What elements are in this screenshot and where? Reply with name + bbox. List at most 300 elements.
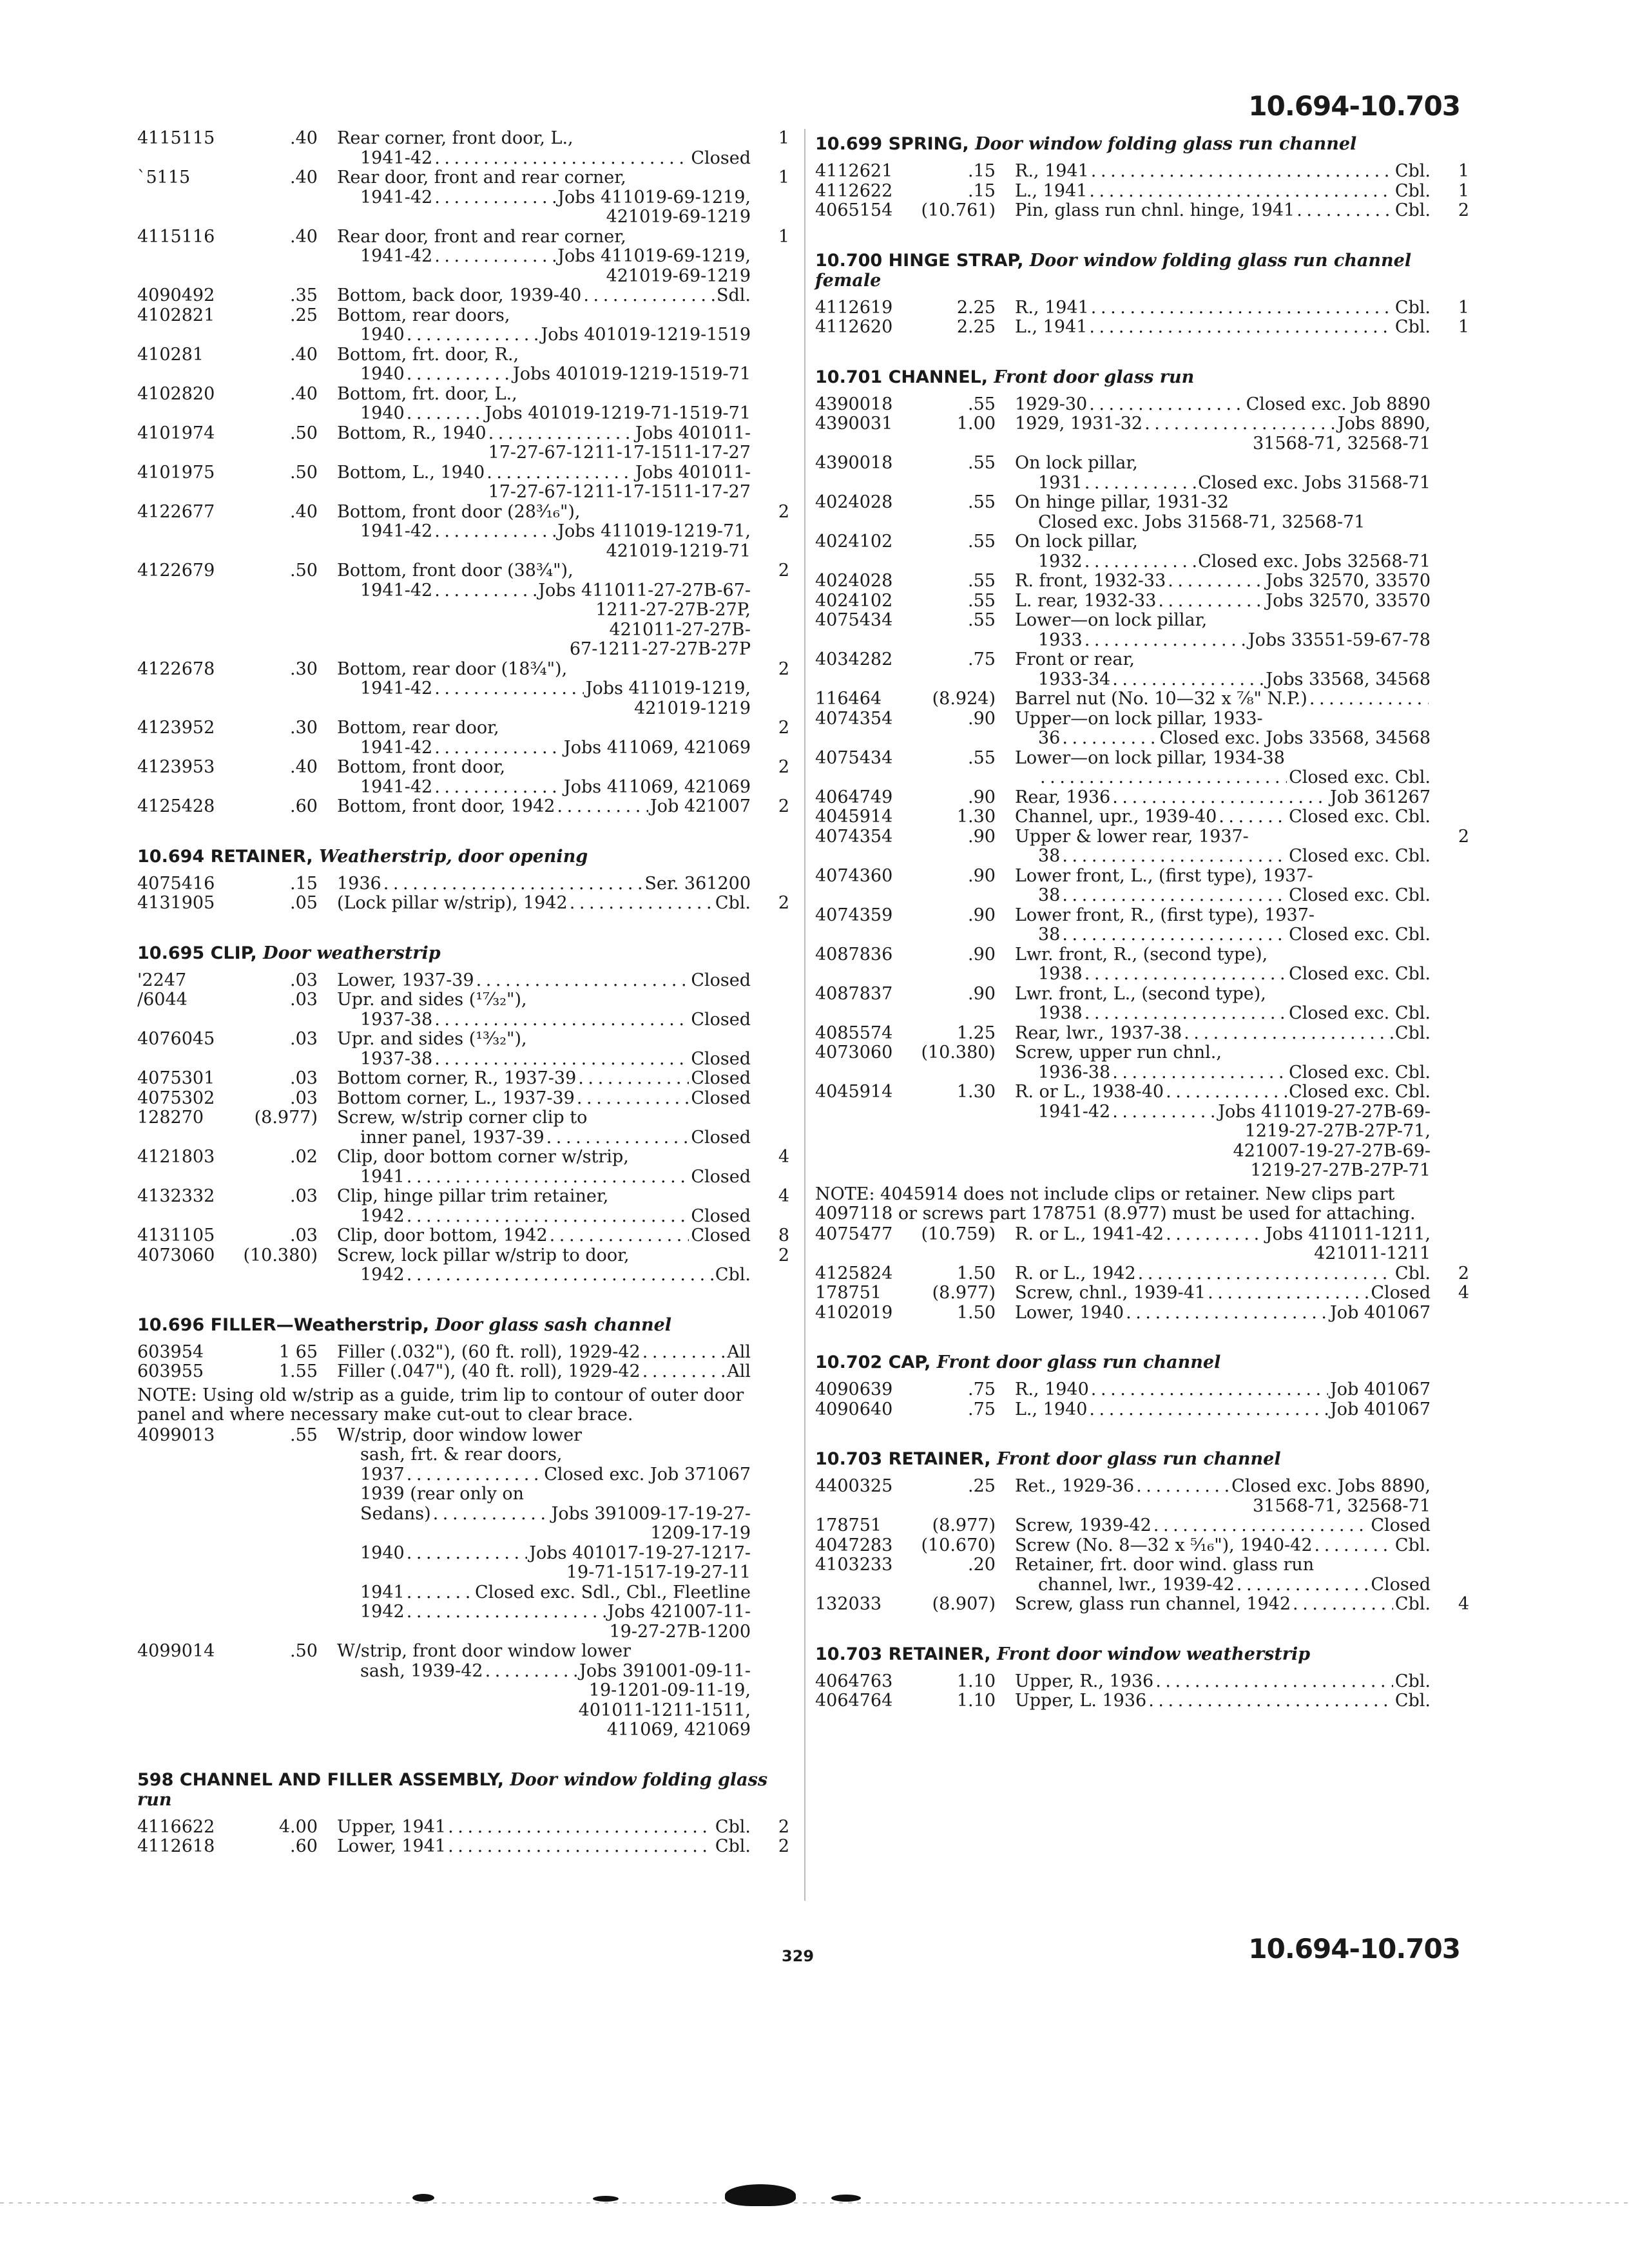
description-text: Lwr. front, L., (second type), [1015, 983, 1266, 1004]
part-price: .90 [968, 983, 996, 1004]
description-line [1015, 395, 1431, 415]
description-text: R. front, 1932-33 [1015, 571, 1166, 591]
dot-leader [1112, 670, 1264, 690]
description-text: Bottom, frt. door, L., [337, 383, 517, 404]
dot-leader [434, 188, 555, 208]
description-continuation: 421019-1219 [634, 698, 751, 718]
section-group: 10.701 CHANNEL, [815, 367, 988, 387]
description-line [1015, 1102, 1431, 1122]
description-line [1015, 1575, 1431, 1595]
application-text: Closed exc. Cbl. [1289, 1062, 1431, 1082]
application-text: Jobs 421007-11- [607, 1602, 751, 1622]
section-subtitle: Weatherstrip, door opening [313, 846, 588, 867]
part-number: 4024028 [815, 571, 893, 591]
description-text: Filler (.032"), (60 ft. roll), 1929-42 [337, 1341, 641, 1362]
part-number: 4112620 [815, 317, 893, 337]
part-number: 4103233 [815, 1555, 893, 1575]
part-price: 1.30 [956, 807, 996, 827]
description-text: Filler (.047"), (40 ft. roll), 1929-42 [337, 1361, 641, 1381]
part-number: 4112618 [137, 1836, 215, 1856]
part-row [815, 867, 1469, 906]
description-line [1015, 414, 1431, 434]
description-line [337, 1485, 751, 1504]
section-title [815, 1644, 1469, 1664]
part-description [1015, 1082, 1431, 1181]
description-line [337, 247, 751, 267]
part-price: (10.670) [921, 1535, 996, 1555]
dot-leader [407, 1168, 689, 1187]
dot-leader [407, 1465, 543, 1485]
application-text: Jobs 33551-59-67-78 [1248, 629, 1431, 650]
part-price: .40 [290, 757, 318, 777]
application-text: Jobs 8890, [1337, 414, 1431, 434]
description-continuation: 17-27-67-1211-17-1511-17-27 [488, 482, 751, 502]
description-line [1015, 1380, 1431, 1400]
dot-leader [1166, 1082, 1287, 1102]
dot-leader [1112, 1102, 1216, 1122]
part-description [337, 660, 751, 719]
part-price: .50 [290, 462, 318, 483]
application-text: Closed exc. Job 371067 [544, 1464, 751, 1485]
description-line [337, 1837, 751, 1857]
part-row [137, 227, 789, 287]
dot-leader [407, 325, 539, 345]
application-text: Jobs 401017-19-27-1217- [529, 1542, 751, 1563]
page-footer-range: 10.694-10.703 [1248, 1933, 1460, 1965]
part-price: .20 [968, 1555, 996, 1575]
description-text: 1941-42 [360, 246, 433, 266]
section-note: NOTE: 4045914 does not include clips or retainer. New clips part 4097118 or screws part 178751 (8.977) must be used for attaching. [815, 1184, 1416, 1224]
part-number: 4073060 [815, 1043, 893, 1062]
description-line [1015, 318, 1431, 338]
application-text: Jobs 401011- [635, 423, 751, 443]
part-description [337, 1089, 751, 1109]
description-line [1015, 1024, 1431, 1044]
description-line [1015, 162, 1431, 182]
description-line [1015, 454, 1431, 474]
application-text: Closed [691, 1088, 751, 1108]
description-line [337, 1544, 751, 1564]
dot-leader [1153, 1516, 1369, 1536]
description-line [337, 1050, 751, 1070]
description-line [1015, 749, 1431, 769]
description-continuation: 31568-71, 32568-71 [1253, 433, 1431, 454]
part-description [1015, 591, 1431, 611]
section-subtitle: Door window folding glass run channel female [815, 250, 1412, 291]
dot-leader [1091, 298, 1393, 318]
description-text: 1941 [360, 1166, 405, 1187]
description-text: Clip, door bottom, 1942 [337, 1225, 548, 1245]
part-row [815, 709, 1469, 749]
quantity: 2 [778, 796, 789, 816]
description-line [337, 1818, 751, 1838]
part-price: (8.924) [932, 689, 996, 709]
description-continuation: 19-27-27B-1200 [609, 1621, 751, 1642]
description-line [337, 1343, 751, 1363]
dot-leader [476, 971, 689, 991]
part-description [1015, 1595, 1431, 1615]
quantity: 4 [1458, 1283, 1469, 1303]
part-price: .55 [968, 590, 996, 611]
part-price: 2.25 [956, 297, 996, 318]
part-row [815, 1082, 1469, 1181]
description-text: L., 1941 [1015, 180, 1088, 201]
description-line [1015, 807, 1431, 827]
application-text: Closed exc. Cbl. [1289, 964, 1431, 984]
description-text: 1938 [1038, 1003, 1083, 1023]
part-price: .25 [968, 1476, 996, 1496]
application-text: Closed exc. Cbl. [1289, 925, 1431, 945]
application-text: Job 401067 [1329, 1399, 1431, 1419]
part-number: 4112621 [815, 161, 893, 181]
description-line [1015, 729, 1431, 749]
description-text: 1941-42 [360, 187, 433, 207]
part-price: .55 [968, 571, 996, 591]
description-line [337, 1265, 751, 1285]
quantity: 2 [1458, 826, 1469, 847]
description-line [1015, 493, 1431, 513]
part-row [137, 385, 789, 424]
part-number: 4400325 [815, 1476, 893, 1496]
dot-leader [1089, 318, 1393, 338]
part-row [137, 1642, 789, 1740]
description-line [337, 718, 751, 738]
description-line [337, 1583, 751, 1603]
description-continuation: 421019-69-1219 [606, 265, 751, 286]
description-line [1015, 906, 1431, 926]
part-number: 4045914 [815, 807, 893, 827]
part-row [137, 424, 789, 463]
description-line [337, 1108, 751, 1128]
dot-leader [448, 1818, 713, 1838]
description-line [337, 365, 751, 385]
part-price: .50 [290, 561, 318, 581]
description-line [337, 188, 751, 208]
application-text: Cbl. [1394, 1594, 1431, 1614]
part-description [1015, 1264, 1431, 1284]
description-text: Bottom, frt. door, R., [337, 344, 519, 365]
part-number: 4090639 [815, 1379, 893, 1399]
application-text: Jobs 401019-1219-1519-71 [512, 364, 751, 384]
application-text: Cbl. [1394, 200, 1431, 220]
description-text: 1941-42 [360, 776, 433, 797]
dot-leader [1084, 631, 1246, 651]
part-number: 4122677 [137, 501, 215, 522]
part-row [815, 493, 1469, 532]
part-row [137, 758, 789, 797]
dot-leader [1166, 1225, 1264, 1245]
description-line [337, 1089, 751, 1109]
application-text: Closed [691, 1206, 751, 1226]
part-description [337, 286, 751, 306]
application-text: Jobs 32570, 33570 [1266, 590, 1431, 611]
part-description [337, 1069, 751, 1089]
part-row [815, 572, 1469, 591]
description-text: Retainer, frt. door wind. glass run [1015, 1555, 1315, 1575]
description-line [337, 345, 751, 365]
description-text: Upper, 1941 [337, 1816, 447, 1837]
part-description [1015, 201, 1431, 221]
part-row [815, 532, 1469, 572]
description-text: Clip, door bottom corner w/strip, [337, 1147, 629, 1167]
part-price: .15 [968, 180, 996, 201]
description-continuation: 17-27-67-1211-17-1511-17-27 [488, 443, 751, 463]
description-line [337, 1362, 751, 1382]
part-description [1015, 749, 1431, 788]
part-description [1015, 162, 1431, 182]
part-description [337, 129, 751, 168]
part-number: `5115 [137, 168, 191, 187]
description-text: 1939 (rear only on [360, 1484, 525, 1504]
part-price: .03 [290, 990, 318, 1010]
description-continuation: 19-1201-09-11-19, [588, 1680, 751, 1700]
quantity: 1 [778, 128, 789, 148]
application-text: Closed [691, 1068, 751, 1088]
dot-leader [407, 1207, 689, 1227]
part-row [137, 345, 789, 385]
part-description [337, 1642, 751, 1740]
part-number: 4065154 [815, 200, 893, 220]
description-text: 1929, 1931-32 [1015, 414, 1143, 434]
description-text: Lower front, R., (first type), 1937- [1015, 905, 1315, 925]
part-row [815, 1672, 1469, 1692]
dot-leader [487, 463, 633, 483]
description-text: Rear, lwr., 1937-38 [1015, 1023, 1182, 1043]
part-description [1015, 1691, 1431, 1711]
part-price: (10.759) [921, 1224, 996, 1244]
description-text: Lower, 1937-39 [337, 970, 474, 990]
description-line [1015, 1082, 1431, 1102]
description-text: Bottom, front door (28³⁄₁₆"), [337, 501, 581, 522]
part-row [137, 990, 789, 1030]
description-text: 1933 [1038, 629, 1083, 650]
application-text: Closed [691, 1048, 751, 1069]
part-number: 4131105 [137, 1225, 215, 1245]
description-line [1015, 788, 1431, 808]
description-line [337, 1148, 751, 1168]
description-line [337, 463, 751, 483]
description-line [337, 149, 751, 169]
part-description [1015, 182, 1431, 202]
part-price: 1.10 [956, 1671, 996, 1691]
description-text: Rear, 1936 [1015, 787, 1111, 807]
application-text: Jobs 411019-27-27B-69- [1218, 1101, 1431, 1122]
section-title [815, 1449, 1469, 1469]
part-description [1015, 1400, 1431, 1420]
part-number: 4087837 [815, 983, 893, 1004]
part-description [337, 227, 751, 287]
dot-leader [1126, 1303, 1328, 1323]
dot-leader [1084, 965, 1287, 985]
application-text: Closed [1371, 1574, 1431, 1595]
application-text: Closed [691, 1166, 751, 1187]
part-price: .90 [968, 826, 996, 847]
description-line [337, 797, 751, 817]
part-description [1015, 298, 1431, 318]
description-continuation: 411069, 421069 [606, 1720, 751, 1740]
part-price: 1.55 [278, 1361, 318, 1381]
part-description [1015, 945, 1431, 985]
part-price: .90 [968, 708, 996, 729]
description-line [337, 1504, 751, 1524]
section-title [815, 251, 1469, 291]
application-text: All [727, 1341, 751, 1362]
description-continuation: 1211-27-27B-27P, [595, 600, 751, 620]
dot-leader [1136, 1477, 1229, 1497]
part-number: '2247 [137, 970, 187, 990]
part-row [815, 985, 1469, 1024]
part-number: 4121803 [137, 1147, 215, 1167]
application-text: Jobs 32570, 33570 [1266, 571, 1431, 591]
part-row [815, 749, 1469, 788]
part-description [1015, 1283, 1431, 1303]
part-price: .55 [968, 610, 996, 630]
description-line [337, 404, 751, 424]
part-price: .55 [968, 453, 996, 473]
application-text: Closed exc. Cbl. [1289, 1003, 1431, 1023]
application-text: Closed exc. Jobs 8890, [1231, 1476, 1431, 1496]
part-price: .02 [290, 1147, 318, 1167]
part-price: .25 [290, 305, 318, 325]
part-number: 4034282 [815, 649, 893, 669]
part-number: 4047283 [815, 1535, 893, 1555]
application-text: Job 361267 [1329, 787, 1431, 807]
part-number: 128270 [137, 1108, 204, 1128]
part-number: 4122678 [137, 658, 215, 679]
description-line [337, 971, 751, 991]
scan-artifact-mark [412, 2194, 434, 2202]
page-number: 329 [782, 1947, 815, 1965]
part-number: 4075302 [137, 1088, 215, 1108]
part-description [1015, 1024, 1431, 1044]
part-number: 4123952 [137, 718, 215, 738]
description-text: 1937 [360, 1464, 405, 1485]
part-description [1015, 689, 1431, 709]
part-row [815, 611, 1469, 650]
part-description [337, 797, 751, 817]
part-number: 603955 [137, 1361, 204, 1381]
description-line [337, 1168, 751, 1187]
description-text: Upr. and sides (¹⁷⁄₃₂"), [337, 990, 527, 1010]
description-line [337, 325, 751, 345]
scan-artifact-mark [831, 2195, 861, 2202]
part-description [337, 1837, 751, 1857]
dot-leader [1155, 1672, 1393, 1692]
description-text: R. or L., 1942 [1015, 1263, 1136, 1283]
dot-leader [433, 1504, 550, 1524]
dot-leader [1084, 1004, 1287, 1024]
part-description [337, 1108, 751, 1148]
description-line [1015, 513, 1431, 533]
description-line [337, 581, 751, 601]
description-text: Closed exc. Jobs 31568-71, 32568-71 [1038, 512, 1365, 532]
dot-leader [583, 286, 715, 306]
description-text: sash, frt. & rear doors, [360, 1445, 563, 1465]
description-line [337, 227, 751, 247]
application-text: Cbl. [1394, 297, 1431, 318]
application-text: Closed exc. Jobs 31568-71 [1198, 472, 1431, 493]
application-text: Cbl. [715, 893, 751, 913]
part-description [337, 1818, 751, 1838]
dot-leader [407, 365, 511, 385]
description-continuation: 421019-69-1219 [606, 207, 751, 227]
quantity: 4 [778, 1147, 789, 1167]
part-row [137, 1226, 789, 1246]
page-header-range: 10.694-10.703 [1248, 90, 1460, 122]
description-text: R. or L., 1941-42 [1015, 1224, 1164, 1244]
part-description [1015, 1380, 1431, 1400]
part-number: 4073060 [137, 1245, 215, 1265]
section-note: NOTE: Using old w/strip as a guide, trim lip to contour of outer door panel and where necessary make cut-out to clear brace. [137, 1385, 744, 1425]
part-row [137, 1148, 789, 1187]
part-row [137, 1108, 789, 1148]
description-line [1015, 670, 1431, 690]
part-price: .75 [968, 1399, 996, 1419]
part-description [337, 971, 751, 991]
description-line [1015, 1063, 1431, 1083]
part-description [1015, 1672, 1431, 1692]
quantity: 2 [1458, 1263, 1469, 1283]
application-text: Jobs 391001-09-11- [579, 1660, 751, 1681]
description-text: W/strip, door window lower [337, 1425, 583, 1445]
dot-leader [488, 424, 633, 444]
description-line [337, 561, 751, 581]
part-row [137, 1362, 789, 1382]
description-line [1015, 1225, 1431, 1245]
part-row [815, 1555, 1469, 1595]
dot-leader [448, 1837, 713, 1857]
part-price: .55 [968, 492, 996, 512]
dot-leader [407, 1265, 713, 1285]
part-row [815, 807, 1469, 827]
description-line [337, 894, 751, 914]
description-text: 1940 [360, 1542, 405, 1563]
part-row [815, 591, 1469, 611]
part-row [137, 306, 789, 345]
dot-leader [434, 522, 555, 542]
description-text: R., 1941 [1015, 161, 1089, 181]
part-price: .03 [290, 1186, 318, 1206]
section-subtitle: Door window folding glass run channel [969, 134, 1357, 154]
part-row [815, 827, 1469, 867]
description-continuation: 401011-1211-1511, [578, 1700, 751, 1720]
quantity: 1 [778, 226, 789, 247]
part-number: 4102820 [137, 383, 215, 404]
application-text: Jobs 401011- [635, 462, 751, 483]
description-text: 1941-42 [360, 521, 433, 541]
application-text: Jobs 401019-1219-71-1519-71 [485, 403, 751, 423]
description-text: Bottom, L., 1940 [337, 462, 485, 483]
part-number: 4125428 [137, 796, 215, 816]
description-text: 1941-42 [360, 678, 433, 698]
description-text: Bottom, back door, 1939-40 [337, 285, 582, 305]
part-row [815, 906, 1469, 945]
section-subtitle: Front door window weatherstrip [990, 1644, 1311, 1664]
section-group: 10.703 RETAINER, [815, 1449, 991, 1469]
application-text: Jobs 411019-69-1219, [557, 187, 751, 207]
part-row [815, 1516, 1469, 1536]
description-line [1015, 1536, 1431, 1556]
left-column [137, 129, 789, 1857]
application-text: Jobs 411069, 421069 [563, 776, 751, 797]
part-row [815, 1477, 1469, 1516]
dot-leader [1062, 847, 1287, 867]
description-text: 1936-38 [1038, 1062, 1111, 1082]
section-title [815, 134, 1469, 154]
dot-leader [578, 1069, 689, 1089]
application-text: Closed exc. Cbl. [1289, 846, 1431, 866]
description-continuation: 1219-27-27B-27P-71 [1250, 1160, 1431, 1180]
